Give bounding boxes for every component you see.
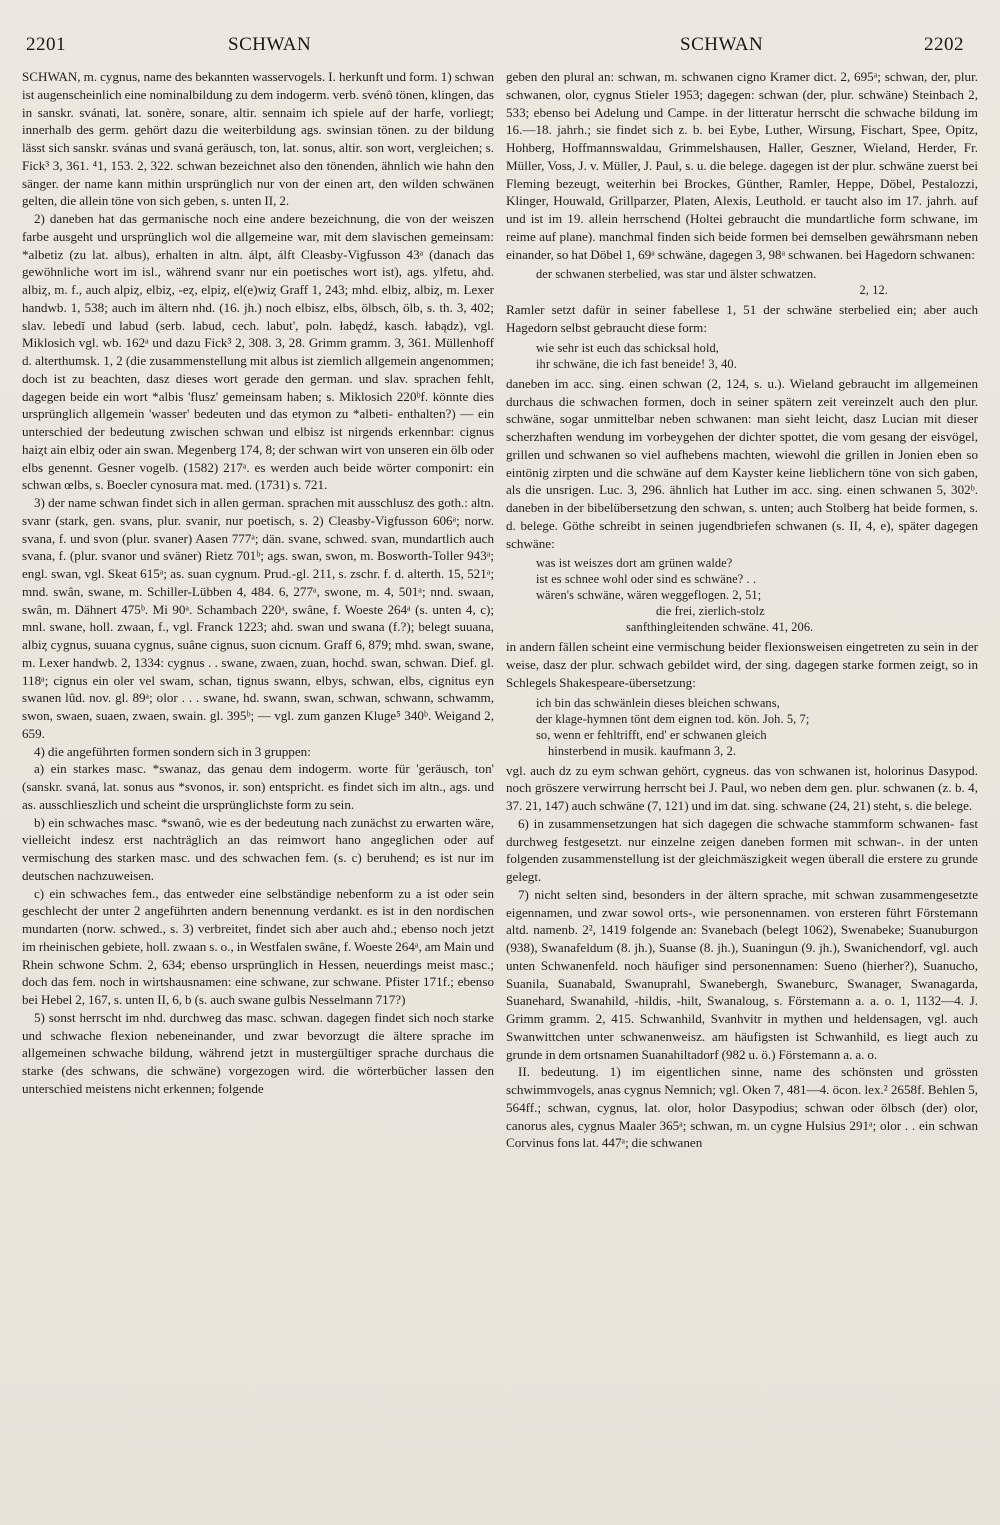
quotation-line: hinsterbend in musik. kaufmann 3, 2. bbox=[548, 743, 737, 758]
entry-paragraph: SCHWAN, m. cygnus, name des bekannten wasservogels. I. herkunft und form. 1) schwan ist augenscheinlich eine nominalbildung zu dem indogerm. verb. svénô tönen, klingen, das in sanskr. svánati, lat. sonère, sonare, altir. sennaim ich spiele auf der harfe, vorliegt; innerhalb des germ. gehört dazu die weiterbildung ags. swinsian tönen. zu der bildung lässt sich sanskr. svánas und svaná geräusch, ton, lat. sonus, altir. son wort, vergleichen; s. Fick³ 3, 361. ⁴1, 153. 2, 322. schwan bezeichnet also den tönenden, ähnlich wie hahn den sänger. der name kann mithin ursprünglich nur von der einen art, den wilden schwänen gelten, die allein töne von sich geben, s. unten II, 2. bbox=[22, 69, 494, 209]
quotation-line: was ist weiszes dort am grünen walde? bbox=[536, 556, 733, 571]
quotation-line: ich bin das schwänlein dieses bleichen schwans, bbox=[536, 695, 780, 710]
entry-paragraph: 6) in zusammensetzungen hat sich dagegen die schwache stammform schwanen- fast durchweg festgesetzt. nur einzelne zeigen daneben formen mit schwan-. in der unten folgenden zusammenstellung ist der gleichmäszigkeit wegen überall die erstere zu grunde gelegt. bbox=[506, 815, 978, 884]
quotation-line: der klage-hymnen tönt dem eignen tod. kön. Joh. 5, 7; bbox=[536, 711, 810, 726]
entry-paragraph: in andern fällen scheint eine vermischung beider flexionsweisen eingetreten zu sein in der weise, dasz der plur. schwach gebildet wird, der sing. dagegen starke formen zeigt, so in Schlegels Shakespeare-übersetzung: bbox=[506, 639, 978, 690]
entry-paragraph: Ramler setzt dafür in seiner fabellese 1, 51 der schwäne sterbelied ein; aber auch Hagedorn selbst gebraucht diese form: bbox=[506, 302, 978, 335]
entry-paragraph: c) ein schwaches fem., das entweder eine selbständige nebenform zu a ist oder sein geschlecht der unter 2 angeführten andern benennung verdankt. es ist in den nordischen mundarten (norw. schwed., s. 3) verbreitet, findet sich aber auch ahd.; ebenso noch jetzt im rheinischen gebiete, holl. zwaan s. o., in Westfalen swâne, f. Woeste 264ᵃ, am Main und Rhein schwone Schm. 2, 634; ebenso ursprünglich in Hessen, neuerdings meist masc.; doch das fem. noch in wirtshausnamen: eine schwane, zur schwane. Pfister 171f.; ebenso bei Hebel 2, 167, s. unten II, 6, b (s. auch swane gulbis Nesselmann 717?) bbox=[22, 885, 494, 1007]
entry-paragraph: a) ein starkes masc. *swanaz, das genau dem indogerm. worte für 'geräusch, ton' (sanskr. svaná, lat. sonus aus *svonos, ir. son) entspricht. es findet sich im altn., ags. und as. ausschlieszlich und scheint die ursprünglichste form zu sein. bbox=[22, 761, 494, 812]
left-page-number: 2201 bbox=[26, 34, 66, 55]
quotation-line: ihr schwäne, die ich fast beneide! 3, 40. bbox=[536, 356, 737, 371]
entry-paragraph: 4) die angeführten formen sondern sich in 3 gruppen: bbox=[34, 743, 311, 759]
entry-paragraph: b) ein schwaches masc. *swanô, wie es der bedeutung nach zunächst zu erwarten wäre, vielleicht indesz erst nachträglich an das reimwort hano angeglichen oder auf vermischung des starken masc. und des schwachen fem. (s. c) beruhend; es ist nur im deutschen nachzuweisen. bbox=[22, 814, 494, 883]
quotation-line: sanfthingleitenden schwäne. 41, 206. bbox=[626, 620, 814, 635]
entry-paragraph: II. bedeutung. 1) im eigentlichen sinne, name des schönsten und grössten schwimmvogels, anas cygnus Nemnich; vgl. Oken 7, 481—4. öcon. lex.² 2658f. Behlen 5, 564ff.; schwan, cygnus, lat. olor, holor Dasypodius; schwan oder ölbsch (der) olor, canorus ales, cygnus Maaler 365ᵃ; schwan, m. un cygne Hulsius 291ᵃ; olor . . ein schwan Corvinus fons lat. 447ᵃ; die schwanen bbox=[506, 1064, 978, 1151]
quotation-block bbox=[536, 266, 978, 298]
right-running-headword: SCHWAN bbox=[680, 34, 764, 55]
quotation-block bbox=[536, 695, 978, 759]
quotation-line: wären's schwäne, wären weggeflogen. 2, 51; bbox=[536, 588, 762, 603]
entry-paragraph: geben den plural an: schwan, m. schwanen cigno Kramer dict. 2, 695ᵃ; schwan, der, plur. schwanen, olor, cygnus Stieler 1953; dagegen: schwan (der, plur. schwäne) Steinbach 2, 533; ebenso bei Adelung und Campe. in der litteratur herrscht die schwache bildung im 16.—18. jahrh.; sie findet sich z. b. bei Eybe, Luther, Wirsung, Fischart, Spee, Opitz, Hohberg, Hoffmannswaldau, Grimmelshausen, Haller, Geszner, Wieland, Herder, Fr. Müller, Voss, J. v. Müller, J. Paul, s. u. die belege. dagegen ist der plur. schwäne zuerst bei Fleming bezeugt, weiterhin bei Brockes, Günther, Ramler, Heppe, Döbel, Pestalozzi, Klinger, Houwald, Grillparzer, Platen, Alexis, Leuthold. er taucht also im 17. jahrh. auf und ist im 19. allein herrschend (Holtei gebraucht die mundartliche form schwane, im reime auf plane). manchmal finden sich beide formen bei demselben gewährsmann neben einander, so hat Döbel 1, 69ᵃ schwäne, dagegen 3, 98ᵃ schwanen. bei Hagedorn schwanen: bbox=[506, 69, 978, 262]
page-header bbox=[0, 34, 1000, 62]
entry-paragraph: 3) der name schwan findet sich in allen german. sprachen mit ausschlusz des goth.: altn. svanr (stark, gen. svans, plur. svanir, nur poetisch, s. 2) Cleasby-Vigfusson 606ᵃ; norw. svana, f. und svon (plur. svaner) Aasen 777ᵃ; dän. svane, schwed. svan, mundartlich auch svana, f. (plur. svanor und sväner) Rietz 701ᵇ; ags. swan, swon, m. Bosworth-Toller 943ᵃ; engl. swan, vgl. Skeat 615ᵃ; as. suan cygnum. Prud.-gl. 211, s. zschr. f. d. alterth. 15, 521ᵃ; mnd. swân, swane, m. Schiller-Lübben 4, 484. 6, 277ᵃ, swone, m. 4, 501ᵃ; nnd. swaan, swân, m. Dähnert 475ᵇ. Mi 90ᵃ. Schambach 220ᵃ, swâne, f. Woeste 264ᵃ (s. unten 4, c); mnl. swane, holl. zwaan, f., vgl. Franck 1223; ahd. swan und swana (f.?); belegt suuana, albiȥ cygnus, suuana cygnus, suâne cignus, suon cicnum. Graff 6, 879; mhd. swan, swane, m. Lexer handwb. 2, 1334: cygnus . . swane, zwaen, zuan, hochd. swan, schwan. Dief. gl. 118ᵃ; cignus ein oler vel swam, schan, tignus swann, elbys, schwan, elbs, cignitus eyn swanen lûd. nov. gl. 89ᵃ; olor . . . swane, hd. swann, swan, schwan, schwann, schwamm, swon, swaen, suaen, zwaen, swain. gl. 395ᵇ; — vgl. zum ganzen Kluge⁵ 340ᵇ. Weigand 2, 659. bbox=[22, 495, 494, 741]
entry-paragraph: 2) daneben hat das germanische noch eine andere bezeichnung, die von der weiszen farbe ausgeht und ursprünglich wol die allgemeine war, mit dem slavischen gemeinsam: *albetiz (zu lat. albus), erhalten in altn. álpt, álft Cleasby-Vigfusson 43ᵃ (danach das gewöhnliche wort im isl., während svanr nur ein poetisches wort ist), ags. ylfetu, ahd. albiȥ, m. f., auch alpiȥ, elbiȥ, -eȥ, elpiȥ, el(e)wiȥ Graff 1, 243; mhd. elbiȥ, albiȥ, m. Lexer handwb. 1, 538; auch im ältern nhd. (16. jh.) noch elbisz, elbs, ölbsch, ölb, s. th. 3, 402; slav. lebedĭ und labud (serb. labud, cech. labut', poln. łabędź, kasch. łabądz), vgl. Miklosich vgl. wb. 162ᵃ und dazu Fick³ 2, 308. 3, 28. Grimm gramm. 3, 361. Müllenhoff d. alterthumsk. 1, 2 (die zusammenstellung mit albus ist ziemlich allgemein angenommen; doch ist zu beachten, dasz dieses wort gerade den german. und slav. sprachen fehlt, dagegen beide ein wort *albis 'flusz' gemeinsam haben; s. Miklosich 220ᵇf. könnte dies ursprünglich allgemein 'wasser' bedeuten und das etymon zu *albeti- enthalten?) — ein unterschied der bedeutung zwischen schwan und elbisz ist nirgends erkennbar: cignus haiȥt ain elbiȥ oder ain swan. Megenberg 174, 8; der schwan wirt von unseren ein ölb oder elbs genennt. Gesner vogelb. (1582) 217ᵃ. es werden auch beide wörter componirt: ein schwan œlbs, s. Boecler cynosura mat. med. (1731) s. 721. bbox=[22, 211, 494, 493]
left-column bbox=[22, 68, 494, 1098]
quotation-block bbox=[536, 340, 978, 372]
right-column bbox=[506, 68, 978, 1152]
quotation-line: ist es schnee wohl oder sind es schwäne? . . bbox=[536, 572, 757, 587]
right-page-number: 2202 bbox=[924, 34, 964, 55]
entry-paragraph: 7) nicht selten sind, besonders in der ältern sprache, mit schwan zusammengesetzte eigennamen, und zwar sowol orts-, wie personennamen. von ersteren führt Förstemann altd. namenb. 2², 1419 folgende an: Svanebach (belegt 1062), Swenabeke; Suanuburgon (938), Swanafeldum (8. jh.), Suanse (8. jh.), Suaningun (9. jh.), Swanichendorf, vgl. auch unten Schwanenfeld. noch häufiger sind personennamen: Sueno (hierher?), Suanucho, Suanila, Suanabald, Swanuprahl, Swanebergh, Swaneburc, Swanager, Swanagarda, Suanehard, Swanahild, -hildis, -hilt, Swanaloug, s. Förstemann a. a. o. 1, 1132—4. J. Grimm gramm. 2, 415. Schwanhild, Svanhvitr in mythen und heldensagen, vgl. auch Swanwittchen unter schwanenweisz. am häufigsten ist Schwanhild, es liegt auch zu grunde in dem ortsnamen Suanahiltadorf (982 u. ö.) Förstemann a. a. o. bbox=[506, 886, 978, 1062]
left-running-headword: SCHWAN bbox=[228, 34, 312, 55]
quotation-line: die frei, zierlich-stolz bbox=[656, 604, 765, 619]
quotation-line: der schwanen sterbelied, was star und älster schwatzen. bbox=[536, 267, 817, 282]
quotation-reference: 2, 12. bbox=[859, 283, 888, 298]
quotation-line: so, wenn er fehltrifft, end' er schwanen gleich bbox=[536, 727, 767, 742]
entry-paragraph: daneben im acc. sing. einen schwan (2, 124, s. u.). Wieland gebraucht im allgemeinen durchaus die schwachen formen, doch in seiner spätern zeit vereinzelt auch den plur. schwäne, sogar unmittelbar neben schwanen: man sieht leicht, dasz Lucian mit dieser scherzhaften wendung im vorbeygehen der dichter spottet, die vom gesang der eisvögel, grillen und schwanen so viel aufhebens machten, wiewohl die grillen in Jonien eben so eintönig zirpten und die schwäne auf dem Kayster keine lieblichern töne von sich gaben, als die unsrigen. Luc. 3, 296. ähnlich hat Luther im acc. sing. einen schwanen 5, 302ᵇ. daneben in der bibelübersetzung den schwan, s. unten; auch Stolberg hat beide formen, s. d. belege. Göthe schreibt in seinen jugendbriefen schwanen (s. II, 4, e), später dagegen schwäne: bbox=[506, 375, 978, 551]
quotation-line: wie sehr ist euch das schicksal hold, bbox=[536, 340, 719, 355]
entry-paragraph: 5) sonst herrscht im nhd. durchweg das masc. schwan. dagegen findet sich noch starke und schwache flexion nebeneinander, und zwar bevorzugt die ältere sprache im allgemeinen schwache bildung, während jetzt in mustergültiger sprache durchaus die starke (des schwans, die schwäne) vorgezogen wird. die wörterbücher lassen den unterschied meistens nicht erkennen; folgende bbox=[22, 1009, 494, 1096]
quotation-block bbox=[536, 555, 978, 635]
entry-paragraph: vgl. auch dz zu eym schwan gehört, cygneus. das von schwanen ist, holorinus Dasypod. noch gröszere verwirrung herrscht bei J. Paul, wo neben dem gen. plur. schwanen (z. b. 4, 37. 21, 147) auch schwäne (7, 121) und im dat. sing. schwane (24, 21) steht, s. die belege. bbox=[506, 762, 978, 813]
